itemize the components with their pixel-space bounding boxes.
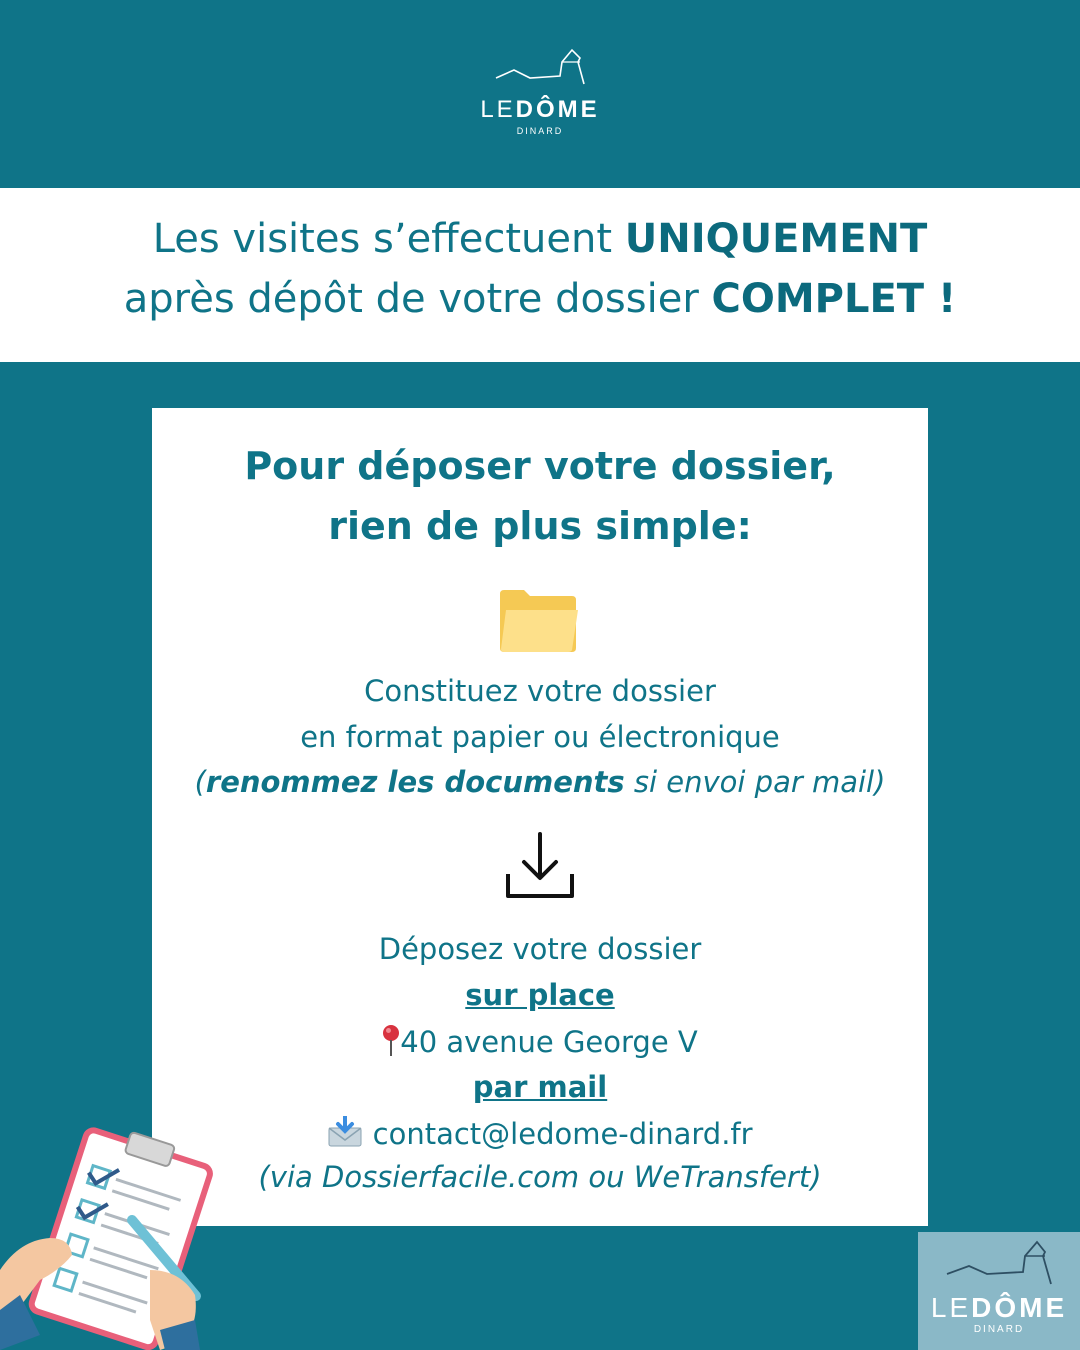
address-line: [152, 1024, 928, 1059]
inbox-icon: [327, 1116, 363, 1148]
logo-subtitle: DINARD: [973, 1324, 1025, 1335]
dome-logo-icon: [494, 48, 586, 88]
logo-wordmark: LEDÔME: [480, 96, 600, 123]
step1-line2: en format papier ou électronique: [300, 720, 780, 754]
mail-label: par mail: [472, 1070, 608, 1104]
logo-top: [470, 48, 610, 148]
header: [0, 0, 1080, 188]
logo-subtitle: DINARD: [516, 126, 564, 136]
address: 40 avenue George V: [400, 1025, 698, 1059]
folder-icon: [498, 588, 580, 654]
logo-bottom-right: [918, 1232, 1080, 1350]
email-address[interactable]: contact@ledome-dinard.fr: [372, 1117, 753, 1151]
step1-line1: Constituez votre dossier: [364, 674, 716, 708]
onsite-label: sur place: [465, 978, 615, 1012]
email-line: [152, 1116, 928, 1151]
step2-line1: Déposez votre dossier: [378, 932, 702, 966]
clipboard-illustration: [0, 1120, 220, 1350]
dome-logo-icon: [945, 1240, 1053, 1288]
notice-banner: [0, 188, 1080, 362]
logo-wordmark: LEDÔME: [930, 1292, 1068, 1323]
card-title: Pour déposer votre dossier, rien de plus simple:: [244, 444, 836, 548]
download-icon: [506, 832, 574, 900]
banner-line-2: après dépôt de votre dossier COMPLET !: [123, 276, 957, 322]
via-note: (via Dossierfacile.com ou WeTransfert): [258, 1160, 822, 1194]
banner-line-1: Les visites s’effectuent UNIQUEMENT: [152, 216, 928, 262]
step1-note: (renommez les documents si envoi par mail): [194, 765, 886, 799]
instructions-card: [152, 408, 928, 1226]
pin-icon: [382, 1024, 400, 1058]
